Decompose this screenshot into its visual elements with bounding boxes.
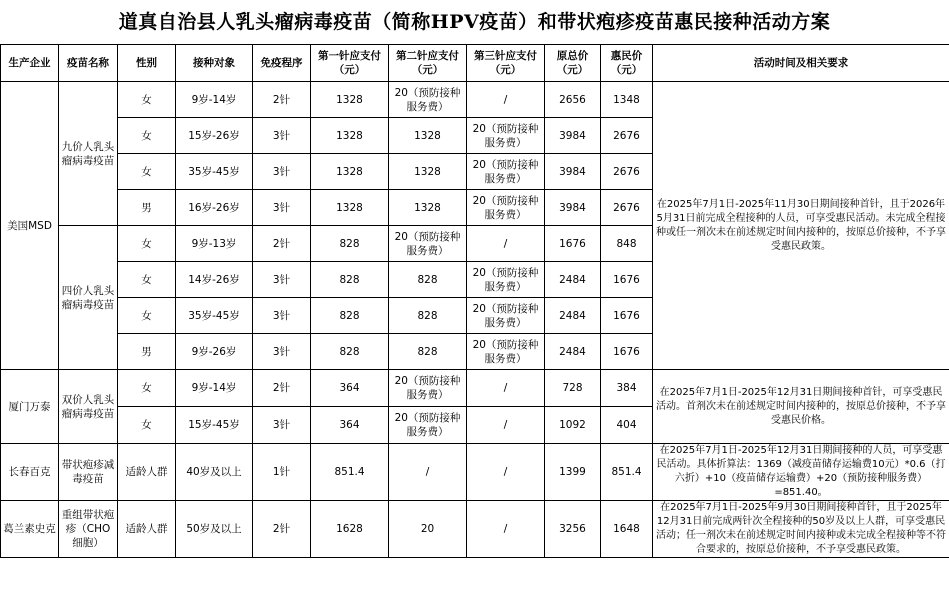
dose1-cell: 1328: [311, 154, 389, 190]
doses-cell: 2针: [253, 82, 311, 118]
table-row: [1, 501, 949, 558]
header-cell: 免疫程序: [253, 45, 311, 82]
doses-cell: 3针: [253, 298, 311, 334]
discount-price-cell: 848: [601, 226, 653, 262]
dose3-cell: 20（预防接种服务费）: [467, 334, 545, 370]
doses-cell: 3针: [253, 407, 311, 444]
sex-cell: 女: [118, 154, 176, 190]
dose3-cell: 20（预防接种服务费）: [467, 118, 545, 154]
age-cell: 15岁-26岁: [176, 118, 253, 154]
company-cell: 厦门万泰: [1, 370, 59, 444]
original-price-cell: 3984: [545, 154, 601, 190]
original-price-cell: 1092: [545, 407, 601, 444]
table-row: [1, 444, 949, 501]
dose2-cell: 1328: [389, 190, 467, 226]
company-cell: 长春百克: [1, 444, 59, 501]
discount-price-cell: 1348: [601, 82, 653, 118]
sex-cell: 适龄人群: [118, 444, 176, 501]
discount-price-cell: 2676: [601, 118, 653, 154]
discount-price-cell: 851.4: [601, 444, 653, 501]
original-price-cell: 1399: [545, 444, 601, 501]
dose2-cell: 1328: [389, 118, 467, 154]
age-cell: 9岁-26岁: [176, 334, 253, 370]
dose3-cell: /: [467, 226, 545, 262]
header-cell: 接种对象: [176, 45, 253, 82]
company-cell: 美国MSD: [1, 82, 59, 370]
age-cell: 50岁及以上: [176, 501, 253, 558]
sex-cell: 女: [118, 298, 176, 334]
doses-cell: 3针: [253, 118, 311, 154]
discount-price-cell: 2676: [601, 190, 653, 226]
dose3-cell: /: [467, 444, 545, 501]
dose1-cell: 851.4: [311, 444, 389, 501]
doses-cell: 3针: [253, 334, 311, 370]
header-cell: 第一针应支付（元）: [311, 45, 389, 82]
sex-cell: 女: [118, 407, 176, 444]
dose1-cell: 828: [311, 226, 389, 262]
age-cell: 9岁-13岁: [176, 226, 253, 262]
discount-price-cell: 1676: [601, 334, 653, 370]
original-price-cell: 2484: [545, 298, 601, 334]
original-price-cell: 3256: [545, 501, 601, 558]
original-price-cell: 2484: [545, 334, 601, 370]
sex-cell: 女: [118, 82, 176, 118]
dose1-cell: 1328: [311, 82, 389, 118]
dose2-cell: 1328: [389, 154, 467, 190]
header-row: [1, 45, 949, 82]
discount-price-cell: 1676: [601, 262, 653, 298]
original-price-cell: 3984: [545, 190, 601, 226]
vaccine-name-cell: 带状疱疹减毒疫苗: [59, 444, 118, 501]
dose1-cell: 1328: [311, 190, 389, 226]
sex-cell: 女: [118, 118, 176, 154]
age-cell: 40岁及以上: [176, 444, 253, 501]
vaccine-name-cell: 四价人乳头瘤病毒疫苗: [59, 226, 118, 370]
dose2-cell: 20（预防接种服务费）: [389, 226, 467, 262]
dose2-cell: 20: [389, 501, 467, 558]
page-title: 道真自治县人乳头瘤病毒疫苗（简称HPV疫苗）和带状疱疹疫苗惠民接种活动方案: [118, 11, 831, 33]
dose1-cell: 1628: [311, 501, 389, 558]
original-price-cell: 728: [545, 370, 601, 407]
original-price-cell: 2484: [545, 262, 601, 298]
discount-price-cell: 1676: [601, 298, 653, 334]
dose3-cell: 20（预防接种服务费）: [467, 190, 545, 226]
dose2-cell: 828: [389, 298, 467, 334]
dose1-cell: 828: [311, 334, 389, 370]
activity-note-cell: 在2025年7月1日-2025年12月31日期间接种的人员，可享受惠民活动。具体折算法：1369（减疫苗储存运输费10元）*0.6（打六折）+10（疫苗储存运输费）+20（预防接种服务费）=851.40。: [653, 444, 949, 501]
header-cell: 惠民价（元）: [601, 45, 653, 82]
doses-cell: 3针: [253, 262, 311, 298]
dose2-cell: /: [389, 444, 467, 501]
doses-cell: 1针: [253, 444, 311, 501]
original-price-cell: 3984: [545, 118, 601, 154]
age-cell: 16岁-26岁: [176, 190, 253, 226]
dose2-cell: 20（预防接种服务费）: [389, 407, 467, 444]
dose3-cell: 20（预防接种服务费）: [467, 298, 545, 334]
dose3-cell: /: [467, 501, 545, 558]
discount-price-cell: 2676: [601, 154, 653, 190]
sex-cell: 女: [118, 370, 176, 407]
doses-cell: 3针: [253, 154, 311, 190]
dose1-cell: 828: [311, 298, 389, 334]
header-cell: 第三针应支付（元）: [467, 45, 545, 82]
sex-cell: 男: [118, 334, 176, 370]
sex-cell: 适龄人群: [118, 501, 176, 558]
dose1-cell: 1328: [311, 118, 389, 154]
vaccine-name-cell: 重组带状疱疹（CHO细胞）: [59, 501, 118, 558]
dose1-cell: 364: [311, 370, 389, 407]
doses-cell: 2针: [253, 370, 311, 407]
discount-price-cell: 404: [601, 407, 653, 444]
company-cell: 葛兰素史克: [1, 501, 59, 558]
header-cell: 疫苗名称: [59, 45, 118, 82]
original-price-cell: 2656: [545, 82, 601, 118]
dose2-cell: 828: [389, 262, 467, 298]
age-cell: 35岁-45岁: [176, 298, 253, 334]
age-cell: 15岁-45岁: [176, 407, 253, 444]
table-row: [1, 370, 949, 407]
sex-cell: 男: [118, 190, 176, 226]
dose1-cell: 828: [311, 262, 389, 298]
header-cell: 原总价（元）: [545, 45, 601, 82]
vaccine-name-cell: 九价人乳头瘤病毒疫苗: [59, 82, 118, 226]
dose2-cell: 20（预防接种服务费）: [389, 370, 467, 407]
activity-note-cell: 在2025年7月1日-2025年9月30日期间接种首针，且于2025年12月31日前完成两针次全程接种的50岁及以上人群，可享受惠民活动；任一剂次未在前述规定时间内接种或未完成全程接种等不符合要求的，按原总价接种，不予享受惠民政策。: [653, 501, 949, 558]
original-price-cell: 1676: [545, 226, 601, 262]
vaccine-name-cell: 双价人乳头瘤病毒疫苗: [59, 370, 118, 444]
header-cell: 活动时间及相关要求: [653, 45, 949, 82]
age-cell: 9岁-14岁: [176, 82, 253, 118]
table-row: [1, 82, 949, 118]
age-cell: 14岁-26岁: [176, 262, 253, 298]
activity-note-cell: 在2025年7月1日-2025年11月30日期间接种首针，且于2026年5月31日前完成全程接种的人员，可享受惠民活动。未完成全程接种或任一剂次未在前述规定时间内接种的，按原总价接种，不予享受惠民政策。: [653, 82, 949, 370]
dose3-cell: /: [467, 370, 545, 407]
dose3-cell: /: [467, 82, 545, 118]
doses-cell: 3针: [253, 190, 311, 226]
doses-cell: 2针: [253, 226, 311, 262]
dose3-cell: 20（预防接种服务费）: [467, 154, 545, 190]
discount-price-cell: 1648: [601, 501, 653, 558]
header-cell: 第二针应支付（元）: [389, 45, 467, 82]
header-cell: 生产企业: [1, 45, 59, 82]
doses-cell: 2针: [253, 501, 311, 558]
age-cell: 35岁-45岁: [176, 154, 253, 190]
activity-note-cell: 在2025年7月1日-2025年12月31日期间接种首针，可享受惠民活动。首剂次未在前述规定时间内接种的，按原总价接种，不予享受惠民价格。: [653, 370, 949, 444]
dose3-cell: 20（预防接种服务费）: [467, 262, 545, 298]
dose3-cell: /: [467, 407, 545, 444]
header-cell: 性别: [118, 45, 176, 82]
age-cell: 9岁-14岁: [176, 370, 253, 407]
vaccine-table: [0, 44, 949, 558]
sex-cell: 女: [118, 262, 176, 298]
dose2-cell: 828: [389, 334, 467, 370]
dose2-cell: 20（预防接种服务费）: [389, 82, 467, 118]
sex-cell: 女: [118, 226, 176, 262]
dose1-cell: 364: [311, 407, 389, 444]
discount-price-cell: 384: [601, 370, 653, 407]
